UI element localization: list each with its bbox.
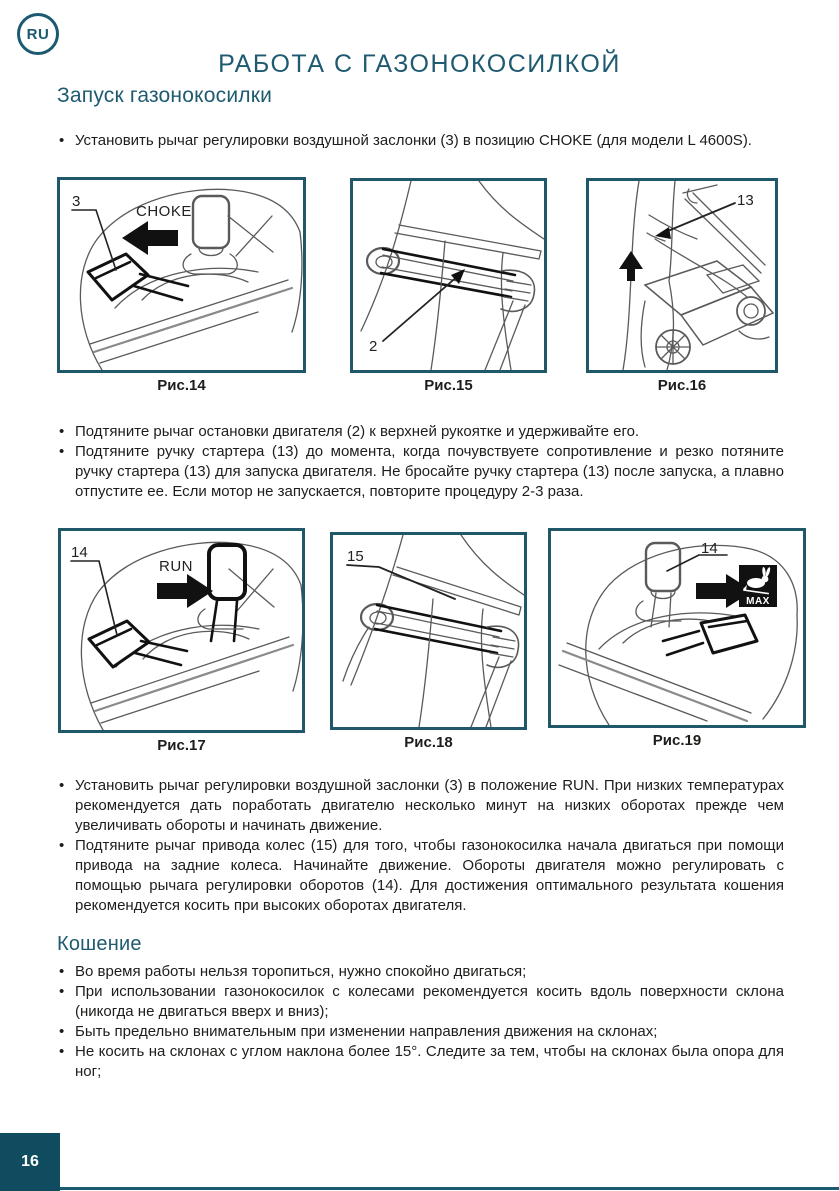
bullet-item: • Подтяните рычаг привода колес (15) для того, чтобы газонокосилка начала двигаться при помощи привода на задние колеса. Начинайте движение. Обороты двигателя можно регулировать с помощью рычага регулировки оборотов (14). Для достижения оптимального результата кошения рекомендуется косить при высоких оборотах двигателя. (57, 836, 784, 916)
page-number: 16 (21, 1153, 39, 1170)
bullet-item: • Установить рычаг регулировки воздушной заслонки (3) в положение RUN. При низких температурах рекомендуется дать поработать двигателю несколько минут на низких оборотах прежде чем увеличивать обороты и начинать движение. (57, 776, 784, 836)
choke-annotation-label: CHOKE (136, 203, 192, 220)
bullet-block-mowing (57, 962, 784, 1082)
figure-15-frame (350, 178, 547, 373)
section-heading-mowing: Кошение (57, 933, 142, 955)
figure-17-caption: Рис.17 (157, 737, 206, 754)
figure-15 (350, 178, 547, 394)
bullet-item: • Во время работы нельзя торопиться, нужно спокойно двигаться; (57, 962, 784, 982)
figure-14 (57, 177, 306, 394)
run-direction-arrow-icon (157, 574, 213, 608)
figure-16-frame (586, 178, 778, 373)
part-label-3: 3 (72, 193, 81, 210)
bullet-block-choke (57, 131, 784, 151)
page-title: РАБОТА С ГАЗОНОКОСИЛКОЙ (218, 50, 621, 78)
part-label-15: 15 (347, 548, 364, 565)
footer-rule (60, 1187, 839, 1190)
bullet-block-run (57, 776, 784, 916)
pull-direction-arrow-icon (619, 251, 643, 269)
figure-18 (330, 532, 527, 751)
throttle-max-illustration (551, 531, 803, 725)
drive-lever-illustration (333, 535, 524, 727)
figure-14-caption: Рис.14 (157, 377, 206, 394)
figure-19 (548, 528, 806, 749)
pointer-arrowhead-icon (655, 227, 671, 239)
figure-17 (58, 528, 305, 754)
ru-language-badge (17, 13, 59, 55)
bullet-block-start (57, 422, 784, 502)
ru-language-badge-label: RU (26, 25, 50, 43)
bullet-item: • Установить рычаг регулировки воздушной заслонки (3) в позицию CHOKE (для модели L 4600S). (57, 131, 784, 151)
figure-14-frame (57, 177, 306, 373)
bullet-item: • Подтяните ручку стартера (13) до момента, когда почувствуете сопротивление и резко потяните ручку стартера (13) для запуска двигателя. Не бросайте ручку стартера (13) после запуска, а плавно отпустите ее. Если мотор не запускается, повторите процедуру 2-3 раза. (57, 442, 784, 502)
choke-lever-illustration (60, 180, 303, 370)
starter-pull-illustration (589, 181, 775, 370)
run-lever-illustration (61, 531, 302, 730)
figure-19-frame (548, 528, 806, 728)
engine-stop-lever-illustration (353, 181, 544, 370)
bullet-item: • Подтяните рычаг остановки двигателя (2) к верхней рукоятке и удерживайте его. (57, 422, 784, 442)
figure-18-frame (330, 532, 527, 730)
figure-16-caption: Рис.16 (657, 377, 707, 394)
part-label-13: 13 (737, 192, 754, 209)
figure-17-frame (58, 528, 305, 733)
figure-16 (586, 178, 778, 394)
bullet-item: • Не косить на склонах с углом наклона более 15°. Следите за тем, чтобы на склонах была опора для ног; (57, 1042, 784, 1082)
choke-direction-arrow-icon (122, 221, 178, 255)
bullet-item: • При использовании газонокосилок с колесами рекомендуется косить вдоль поверхности склона (никогда не двигаться вверх и вниз); (57, 982, 784, 1022)
bullet-item: • Быть предельно внимательным при изменении направления движения на склонах; (57, 1022, 784, 1042)
rabbit-max-speed-icon (739, 565, 777, 607)
part-label-2: 2 (369, 338, 378, 355)
figure-19-caption: Рис.19 (652, 732, 702, 749)
max-annotation-label: MAX (746, 596, 770, 607)
figure-15-caption: Рис.15 (424, 377, 473, 394)
page-number-tab (0, 1133, 60, 1191)
part-label-14: 14 (71, 544, 88, 561)
run-annotation-label: RUN (159, 558, 193, 575)
section-heading-start: Запуск газонокосилки (57, 84, 273, 107)
part-label-14: 14 (701, 540, 718, 557)
figure-18-caption: Рис.18 (404, 734, 453, 751)
